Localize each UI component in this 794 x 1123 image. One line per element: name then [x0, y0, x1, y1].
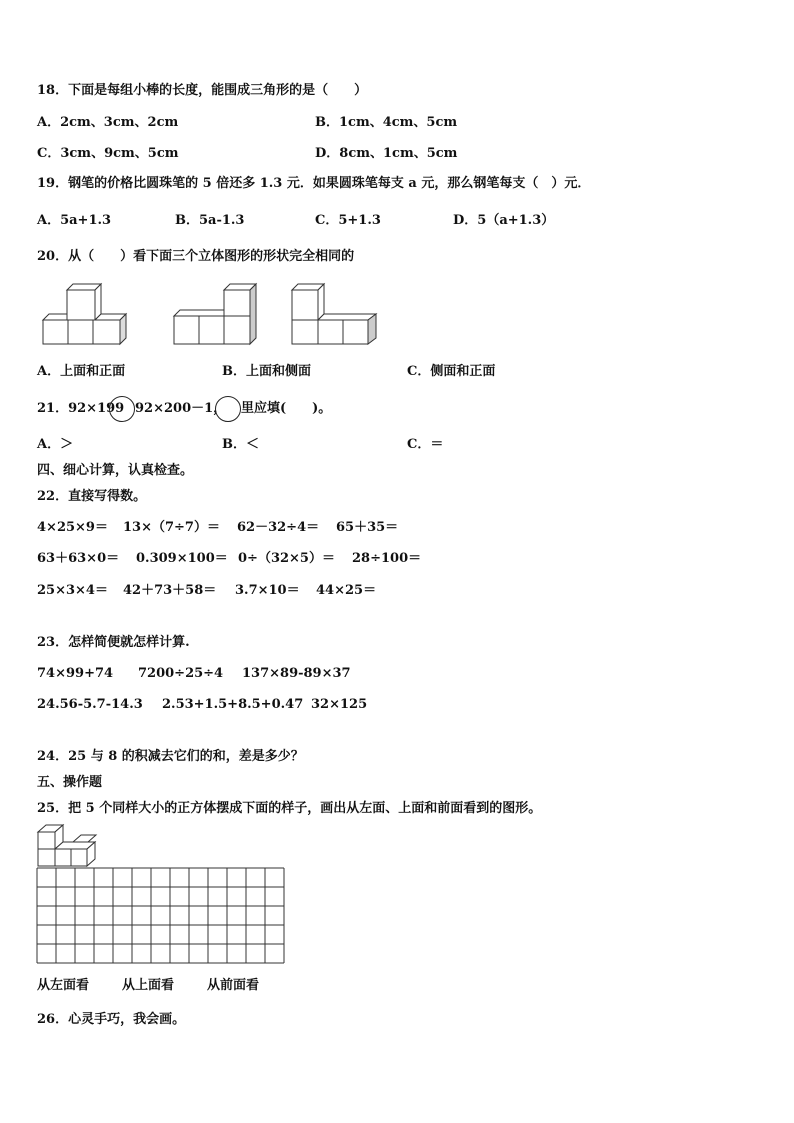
- q22-item: 44×25＝: [316, 583, 377, 598]
- q21-text-middle: 92×200－1，: [135, 401, 227, 416]
- q18-option-b: B．1cm、4cm、5cm: [315, 115, 458, 130]
- figure-b: [174, 284, 256, 344]
- q22-item: 62－32÷4＝: [237, 520, 320, 535]
- q19-option-a: A．5a+1.3: [37, 213, 112, 228]
- q21-option-b: B．＜: [222, 437, 259, 452]
- figure-a: [43, 284, 126, 344]
- section-5-heading: 五、操作题: [37, 775, 103, 790]
- q23-item: 32×125: [311, 697, 368, 712]
- q19-option-d: D．5（a+1.3）: [453, 213, 555, 228]
- q18-option-d: D．8cm、1cm、5cm: [315, 146, 458, 161]
- answer-circle: [215, 396, 241, 422]
- q23-item: 24.56-5.7-14.3: [37, 697, 143, 712]
- q22-item: 42＋73＋58＝: [123, 583, 217, 598]
- q18-option-a: A．2cm、3cm、2cm: [37, 115, 179, 130]
- q22-item: 28÷100＝: [352, 551, 422, 566]
- q20-stem: 20．从（ ）看下面三个立体图形的形状完全相同的: [37, 249, 355, 264]
- q21-option-a: A．＞: [37, 437, 74, 452]
- q22-item: 0.309×100＝: [136, 551, 228, 566]
- q23-item: 137×89-89×37: [242, 666, 351, 681]
- q20-option-b: B．上面和侧面: [222, 364, 311, 379]
- q20-option-c: C．侧面和正面: [407, 364, 496, 379]
- comparison-circle: [109, 396, 135, 422]
- q23-item: 7200÷25÷4: [138, 666, 224, 681]
- q25-label-left-view: 从左面看: [37, 978, 90, 993]
- q22-item: 4×25×9＝: [37, 520, 108, 535]
- q19-option-c: C．5+1.3: [315, 213, 381, 228]
- q22-stem: 22．直接写得数。: [37, 489, 147, 504]
- q23-stem: 23．怎样简便就怎样计算.: [37, 635, 190, 650]
- q18-stem: 18．下面是每组小棒的长度，能围成三角形的是（ ）: [37, 83, 368, 98]
- q21-text-left: 21．92×199: [37, 401, 125, 416]
- q23-item: 74×99+74: [37, 666, 114, 681]
- q20-option-a: A．上面和正面: [37, 364, 126, 379]
- q22-item: 13×（7÷7）＝: [123, 520, 220, 535]
- q19-option-b: B．5a-1.3: [175, 213, 245, 228]
- q23-item: 2.53+1.5+8.5+0.47: [162, 697, 304, 712]
- q21-option-c: C．＝: [407, 437, 444, 452]
- q22-item: 3.7×10＝: [235, 583, 300, 598]
- q25-stem: 25．把 5 个同样大小的正方体摆成下面的样子，画出从左面、上面和前面看到的图形。: [37, 801, 542, 816]
- q20-solid-figures: [0, 280, 794, 360]
- q19-stem: 19．钢笔的价格比圆珠笔的 5 倍还多 1.3 元．如果圆珠笔每支 a 元，那么钢笔每支（ ）元．: [37, 176, 591, 191]
- q26-stem: 26．心灵手巧，我会画。: [37, 1012, 186, 1027]
- figure-c: [292, 284, 376, 344]
- q21-text-right: 里应填( )。: [241, 401, 332, 416]
- q25-drawing-grid: [36, 867, 286, 967]
- q18-option-c: C．3cm、9cm、5cm: [37, 146, 179, 161]
- q22-item: 65＋35＝: [336, 520, 399, 535]
- q24-stem: 24．25 与 8 的积减去它们的和，差是多少？: [37, 749, 304, 764]
- section-4-heading: 四、细心计算，认真检查。: [37, 463, 194, 478]
- q22-item: 0÷（32×5）＝: [238, 551, 335, 566]
- q22-item: 63＋63×0＝: [37, 551, 120, 566]
- q25-cube-figure: [36, 822, 116, 872]
- q22-item: 25×3×4＝: [37, 583, 108, 598]
- q25-label-front-view: 从前面看: [207, 978, 260, 993]
- q25-label-top-view: 从上面看: [122, 978, 175, 993]
